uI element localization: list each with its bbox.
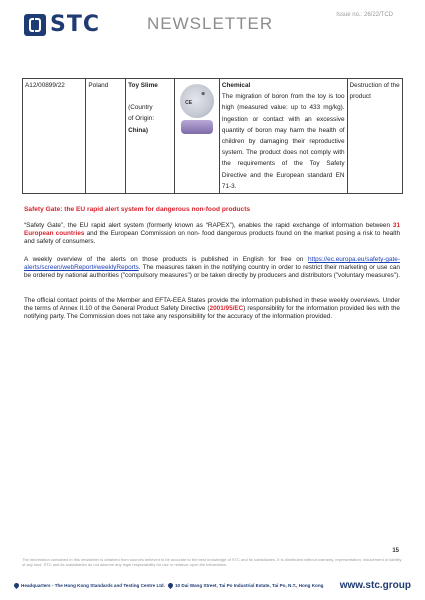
product-cell [126,79,175,194]
hazard-type: Chemical [221,82,251,89]
photo-cell [175,79,220,194]
age-warning-icon: ⊗ [201,91,206,97]
section-title: Safety Gate: the EU rapid alert system for dangerous non-food products [24,206,251,213]
paragraph-weekly-overview [24,256,400,281]
paragraph-contact-points [24,297,400,322]
text-span: . The measures taken in the notifying country in order to restrict their marketing or use can be ordered by national authorities ("compulsory measures") or be taken directly by producers and distributors ("voluntary measures"). [24,264,400,280]
country-cell: Poland [86,79,126,194]
issue-number: Issue no.: 26/22/TCD [336,12,393,18]
risk-cell [219,79,347,194]
alert-record-table [22,78,403,194]
ce-mark: CE [185,100,193,106]
text-span: ) responsibility for the information provided lies with the notifying party. The Commission does not take any responsibility for the accuracy of the information provided. [24,305,400,321]
text-span: A weekly overview of the alerts on those products is published in English for free on [24,256,308,263]
stc-logo [24,14,100,36]
table-row [23,79,403,194]
highlight-directive: 2001/95/EC [209,305,244,313]
measure-cell: Destruction of the product [347,79,402,194]
highlight-countries: 31 European countries [24,222,400,238]
newsletter-header [0,0,425,48]
paragraph-safety-gate [24,222,400,247]
product-name: Toy Slime [128,82,158,89]
weekly-reports-link[interactable]: https://ec.europa.eu/safety-gate-alerts/screen/webReport#weeklyReports [24,256,400,272]
product-photo [180,84,214,136]
disclaimer: The information contained in this newsletter is obtained from sources believed to be accurate to the best knowledge of STC and its subsidiaries. It is distributed without warranty, representation, inducement or liability of any kind. STC and its subsidiaries do not assume any legal responsibility for use or reliance upon the information. [22,557,402,567]
origin-line: (Country [128,104,153,112]
ref-cell: A12/00899/22 [23,79,86,194]
location-pin-icon [167,582,174,589]
location-pin-icon [13,582,20,589]
newsletter-title: NEWSLETTER [147,14,274,33]
page-number: 15 [392,548,399,554]
address-text: 10 Dai Wang Street, Tai Po Industrial Estate, Tai Po, N.T., Hong Kong [175,583,324,588]
footer-bar [0,576,425,600]
logo-text: STC [50,12,100,37]
stc-logo-mark-icon [24,14,46,36]
footer-headquarters [14,583,165,588]
origin-line: China) [128,126,148,134]
risk-description: The migration of boron from the toy is too high (measured value: up to 433 mg/kg). Ingestion or contact with an excessive quantity of boron may harm the health of children by damaging their reproductive system. The product does not comply with the requirements of the Toy Safety Directive and the European standard EN 71-3. [221,93,345,190]
origin-line: of Origin: [128,115,155,123]
text-span: and the European Commission on non- food dangerous products found on the market posing a risk to health and safety of consumers. [24,230,400,246]
text-span: The official contact points of the Member and EFTA-EEA States provide the information published in these weekly overviews. Under the terms of Annex II.10 of the General Product Safety Directive ( [24,297,400,313]
footer-address [168,583,323,588]
website-link[interactable]: www.stc.group [339,580,411,591]
slime-jar-lid [180,84,214,118]
headquarters-text: Headquarters - The Hong Kong Standards and Testing Centre Ltd. [21,583,165,588]
text-span: “Safety Gate”, the EU rapid alert system (formerly known as “RAPEX”), enables the rapid exchange of information between [24,222,393,229]
slime-jar-base [181,120,213,134]
